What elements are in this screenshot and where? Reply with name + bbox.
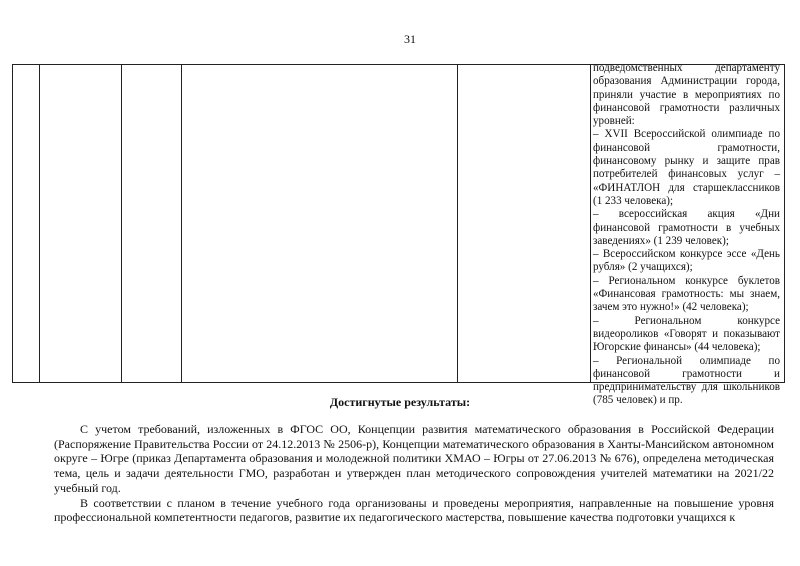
body-paragraph: С учетом требований, изложенных в ФГОС ОО, Концепции развития математического образования в Российской Федерации (Распоряжение Правительства России от 24.12.2013 № 2506-р), Концепции математического образования в Ханты-Мансийском автономном округе – Югре (приказ Департамента образования и молодежной политики ХМАО – Югры от 27.06.2013 № 676), определена методическая тема, цель и задачи деятельности ГМО, разработан и утвержден план методического сопровождения учителей математики на 2021/22 учебный год. <box>54 422 774 495</box>
cell-paragraph: – Региональном конкурсе видеороликов «Говорят и показывают Югорские финансы» (44 человека); <box>593 314 780 354</box>
column-divider <box>590 65 591 382</box>
cell-paragraph: – Региональной олимпиаде по финансовой грамотности и предпринимательству для школьников (785 человек) и пр. <box>593 354 780 407</box>
page-number: 31 <box>404 32 416 46</box>
cell-paragraph: – XVII Всероссийской олимпиаде по финансовой грамотности, финансовому рынку и защите прав потребителей финансовых услуг – «ФИНАТЛОН для старшеклассников (1 233 человека); <box>593 128 780 207</box>
table-cell-results <box>593 62 780 408</box>
column-divider <box>181 65 182 382</box>
cell-paragraph: подведомственных департаменту образования Администрации города, приняли участие в мероприятиях по финансовой грамотности различных уровней: <box>593 62 780 128</box>
section-body <box>54 422 774 525</box>
section-heading: Достигнутые результаты: <box>329 395 471 409</box>
column-divider <box>457 65 458 382</box>
cell-paragraph: – Всероссийском конкурсе эссе «День рубля» (2 учащихся); <box>593 248 780 274</box>
column-divider <box>121 65 122 382</box>
cell-paragraph: – всероссийская акция «Дни финансовой грамотности в учебных заведениях» (1 239 человек); <box>593 208 780 247</box>
cell-paragraph: – Региональном конкурсе буклетов «Финансовая грамотность: мы знаем, зачем это нужно!» (42 человека); <box>593 274 780 314</box>
body-paragraph: В соответствии с планом в течение учебного года организованы и проведены мероприятия, направленные на повышение уровня профессиональной компетентности педагогов, развитие их педагогического мастерства, повышение качества подготовки учащихся к <box>54 495 774 525</box>
column-divider <box>39 65 40 382</box>
